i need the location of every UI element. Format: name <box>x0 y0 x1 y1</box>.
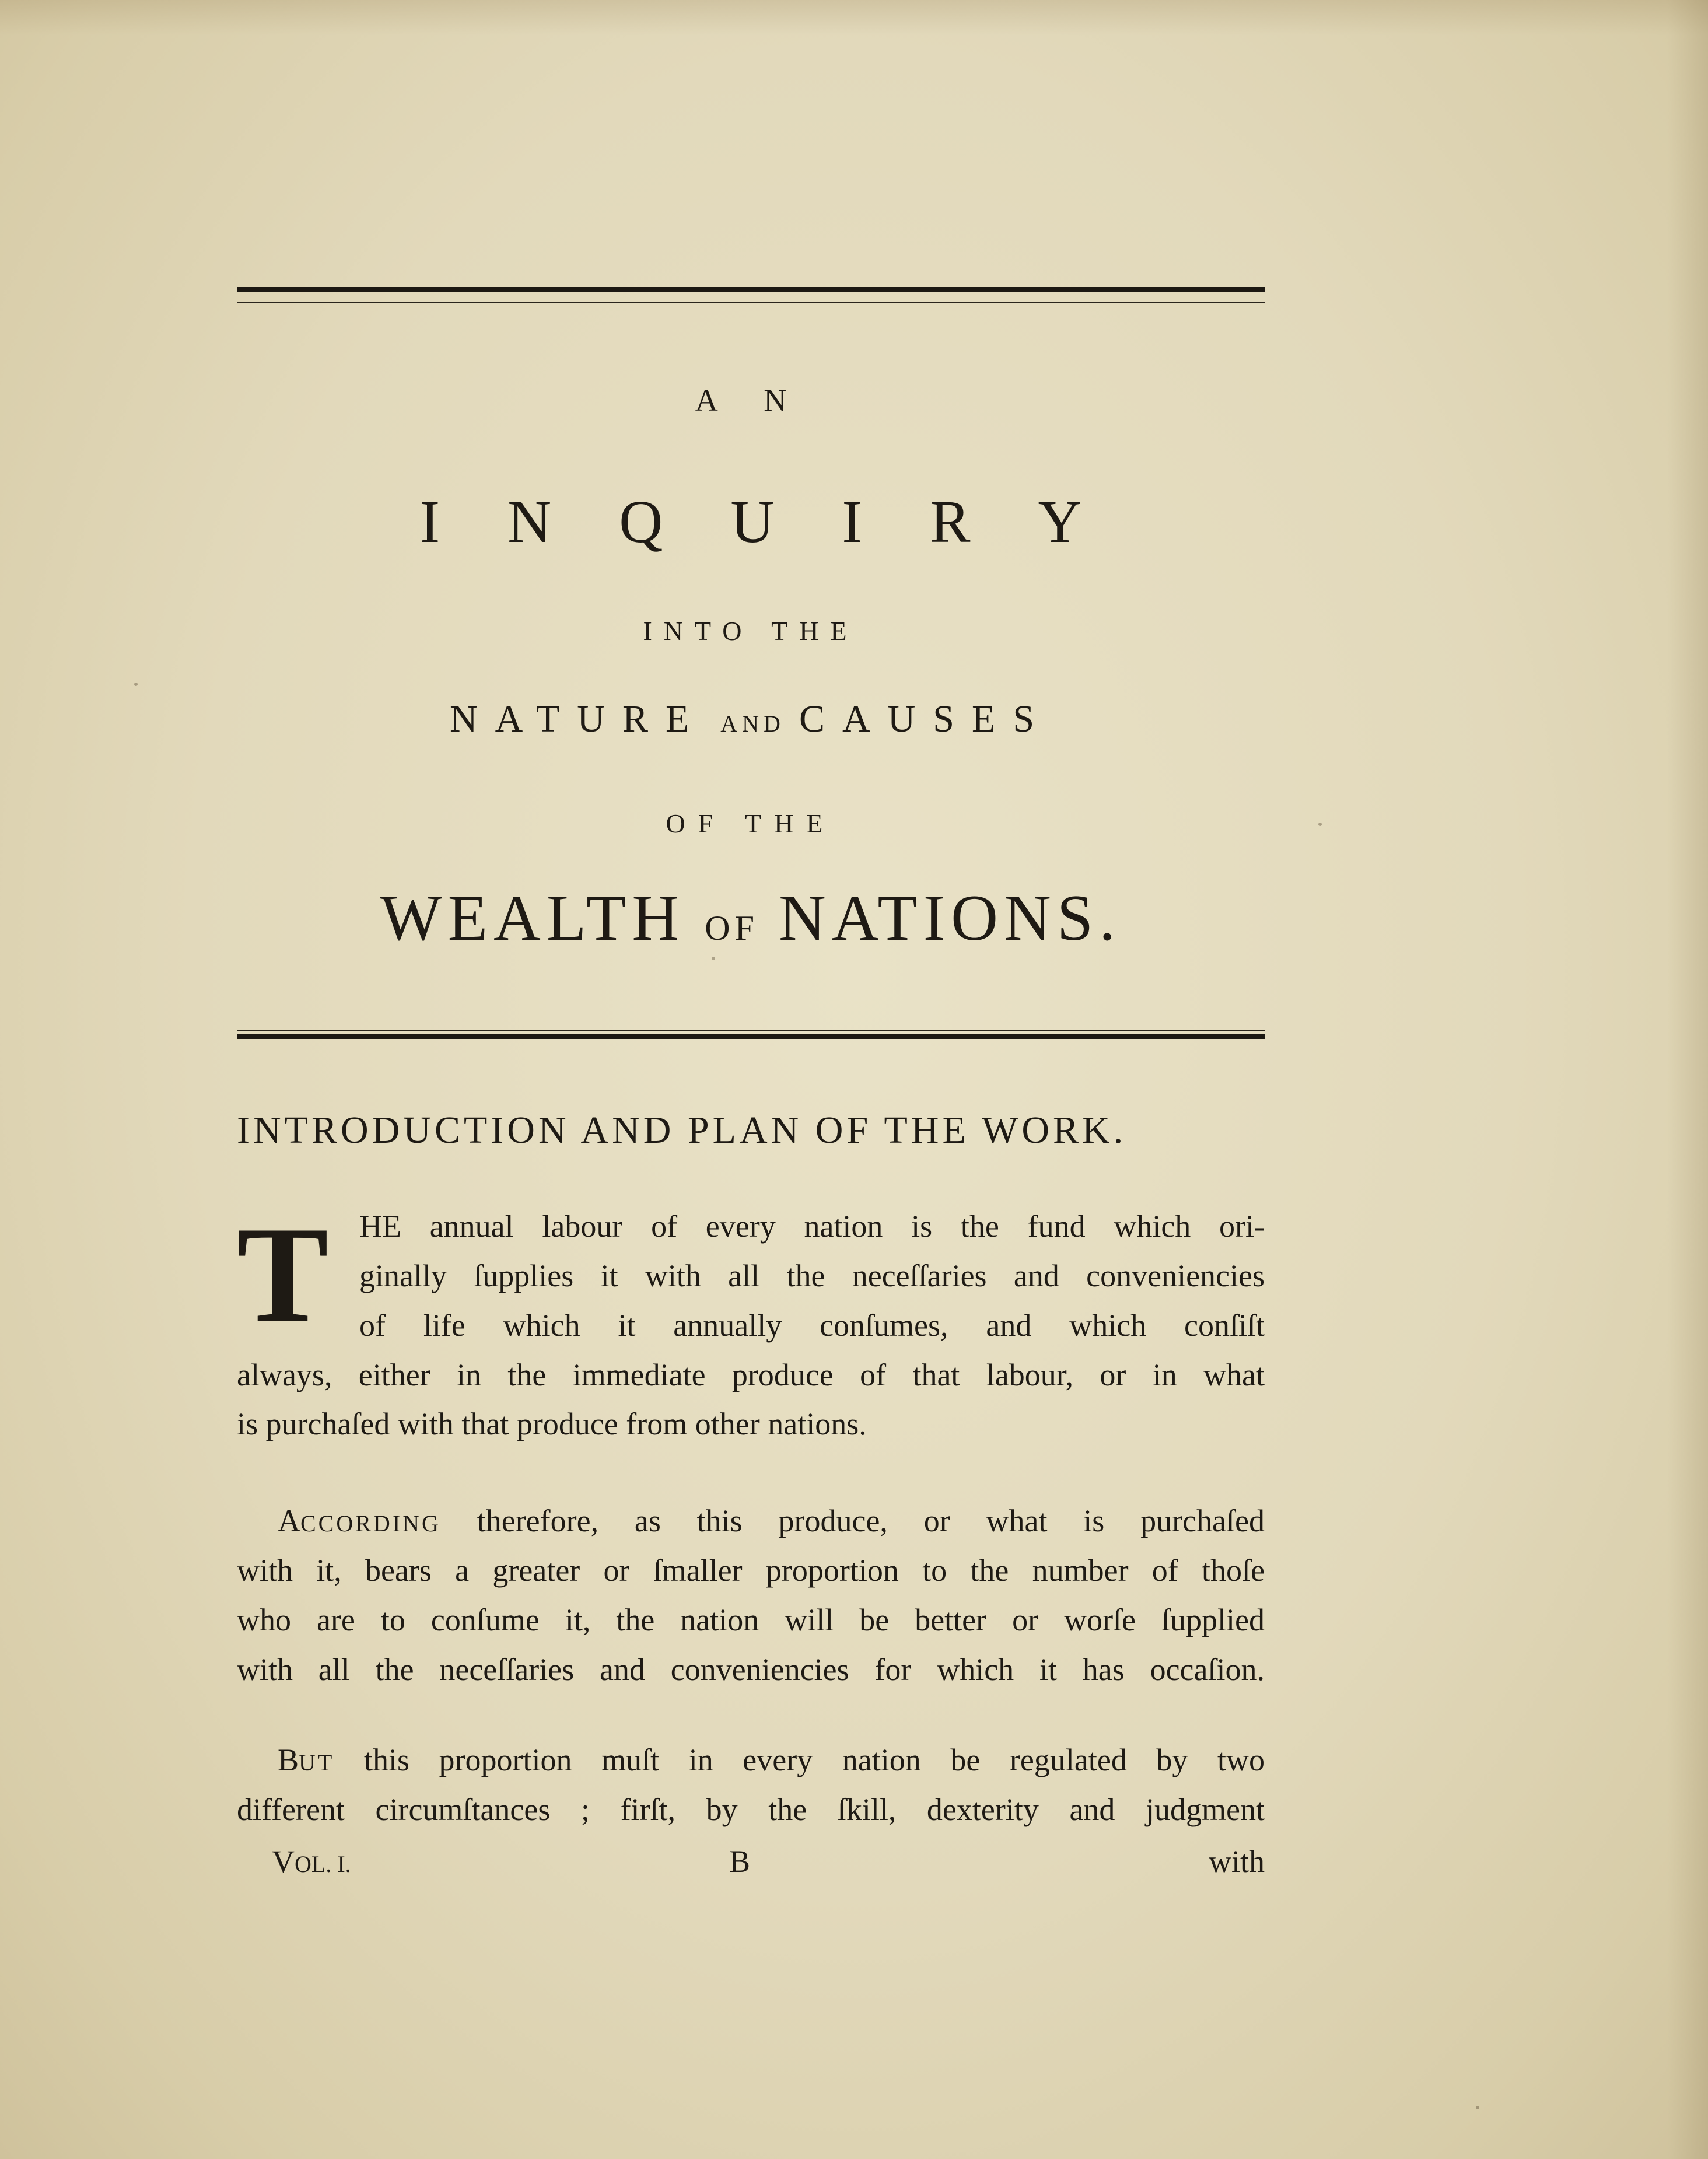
foxing-speck <box>1318 823 1322 826</box>
paragraph1-line1-text: annual labour of every nation is the fund which ori- <box>429 1209 1265 1244</box>
title-inquiry-letter: N <box>508 488 552 555</box>
paragraph2-line4: with all the neceſſaries and conveniencies for which it has occaſion. <box>237 1652 1265 1687</box>
title-of-the: OF THE <box>666 809 836 838</box>
top-thin-rule <box>237 302 1265 303</box>
paragraph1-line2: ginally ſupplies it with all the neceſſaries and conveniencies <box>359 1258 1265 1293</box>
title-wealth: WEALTH <box>380 882 685 954</box>
footer-signature-mark: B <box>729 1844 751 1879</box>
title-into-the: INTO THE <box>643 616 859 646</box>
paragraph3-lead-small-caps: UT <box>299 1749 335 1776</box>
title-of: OF <box>705 909 759 947</box>
paragraph2-line2: with it, bears a greater or ſmaller proportion to the number of thoſe <box>237 1553 1265 1588</box>
title-an: A N <box>695 383 807 418</box>
title-nature-and-causes <box>237 697 1265 741</box>
foxing-speck <box>712 957 715 960</box>
paragraph2-line1 <box>278 1505 1265 1537</box>
top-thick-rule <box>237 287 1265 292</box>
paragraph2-line3: who are to conſume it, the nation will be better or worſe ſupplied <box>237 1602 1265 1637</box>
title-inquiry-letter: I <box>842 488 863 555</box>
paragraph1-line1 <box>359 1210 1265 1242</box>
title-inquiry <box>237 487 1265 557</box>
foxing-speck <box>134 683 138 686</box>
title-and: AND <box>720 711 785 737</box>
paper-top-edge-shading <box>0 0 1708 35</box>
paragraph2-line1-text: therefore, as this produce, or what is purchaſed <box>477 1503 1265 1538</box>
title-inquiry-letter: U <box>730 488 775 555</box>
footer-volume <box>272 1843 351 1880</box>
bottom-thin-rule <box>237 1030 1265 1031</box>
paragraph2-lead-small-caps: CCORDING <box>300 1510 441 1537</box>
title-nations: NATIONS. <box>779 882 1122 954</box>
paragraph2-lead-cap: A <box>278 1503 300 1538</box>
title-inquiry-letter: I <box>419 488 440 555</box>
paragraph3-line1 <box>278 1744 1265 1776</box>
title-inquiry-letter: Y <box>1038 488 1082 555</box>
foxing-speck <box>1476 2106 1479 2109</box>
paragraph1-line3: of life which it annually conſumes, and which conſiſt <box>359 1308 1265 1343</box>
title-inquiry-letter: R <box>930 488 971 555</box>
footer-volume-small-caps: OL. I. <box>295 1851 351 1877</box>
title-inquiry-letter: Q <box>619 488 663 555</box>
paragraph1-line1-caps: HE <box>359 1209 401 1244</box>
paragraph3-lead-cap: B <box>278 1742 299 1777</box>
title-wealth-of-nations <box>237 881 1265 956</box>
drop-cap: T <box>237 1199 329 1351</box>
title-causes: CAUSES <box>799 698 1052 740</box>
title-nature: NATURE <box>449 698 707 740</box>
bottom-thick-rule <box>237 1034 1265 1039</box>
footer-volume-cap: V <box>272 1844 295 1879</box>
paragraph3-line1-text: this proportion muſt in every nation be regulated by two <box>363 1742 1265 1777</box>
footer-catchword: with <box>1208 1844 1265 1879</box>
paragraph3-line2: different circumſtances ; firſt, by the ſkill, dexterity and judgment <box>237 1792 1265 1827</box>
paragraph1-line4: always, either in the immediate produce of that labour, or in what <box>237 1357 1265 1392</box>
paper-right-edge-shading <box>1667 0 1708 2159</box>
section-heading: INTRODUCTION AND PLAN OF THE WORK. <box>237 1109 1127 1152</box>
paragraph1-line5: is purchaſed with that produce from other nations. <box>237 1406 867 1441</box>
